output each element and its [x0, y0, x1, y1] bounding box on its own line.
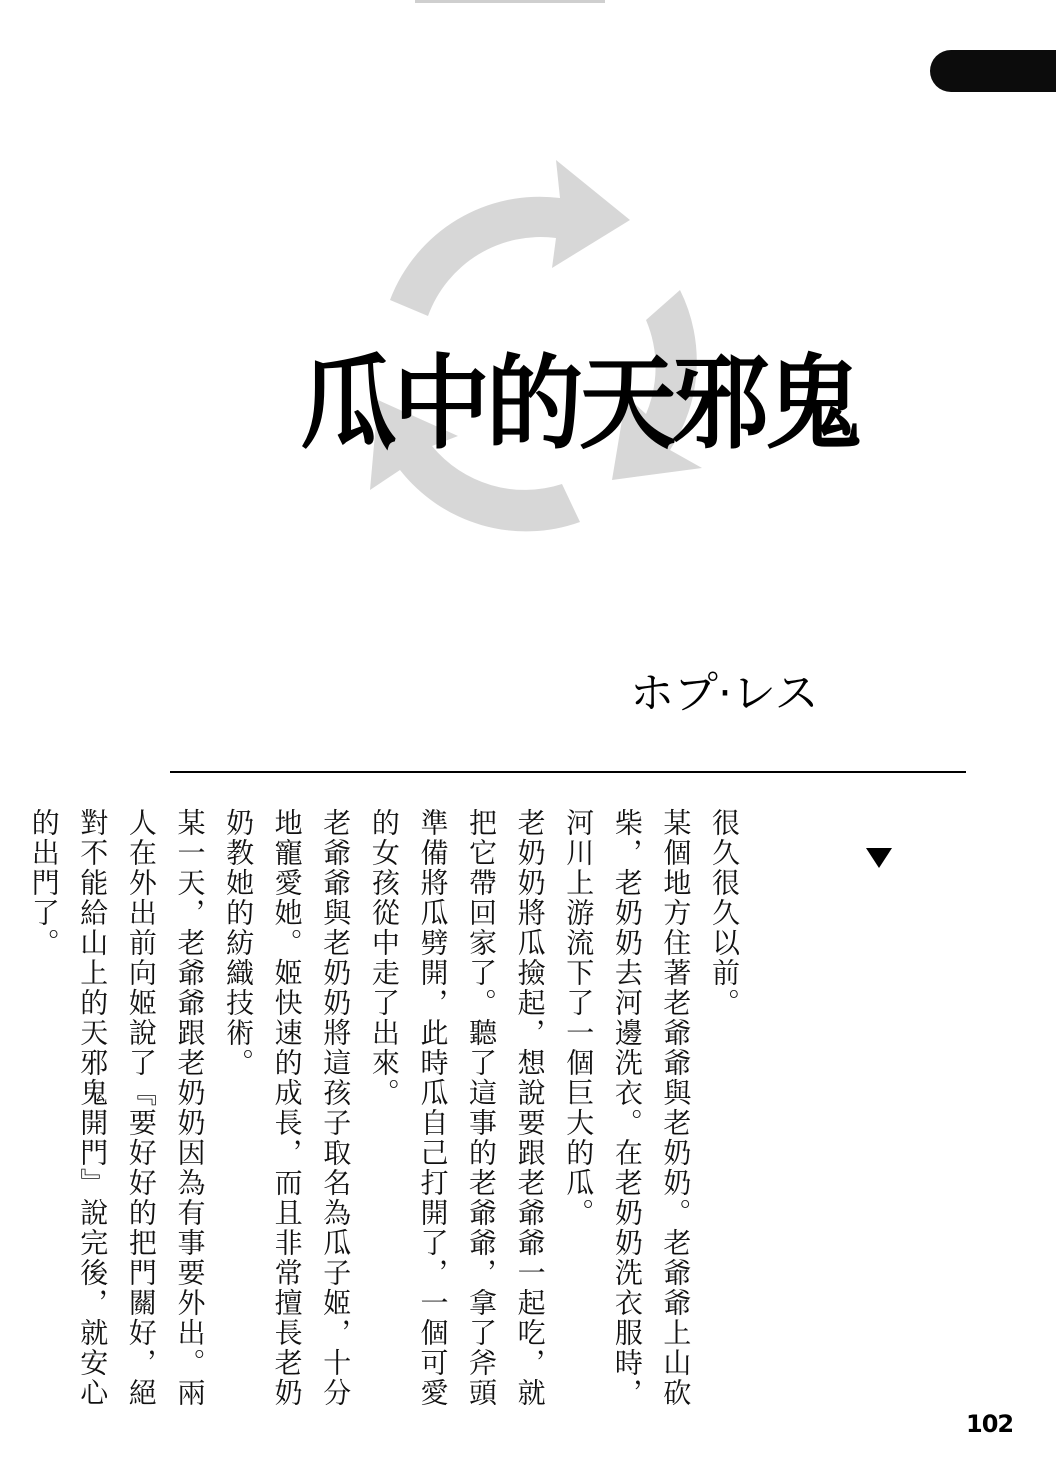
story-paragraph: 老爺爺與老奶奶將這孩子取名為瓜子姬，十分地寵愛她。姬快速的成長，而且非常擅長老奶奶教她的紡織技術。	[222, 808, 353, 1408]
page-number: 102	[966, 1410, 1014, 1438]
story-paragraph: 老奶奶將瓜撿起，想說要跟老爺爺一起吃，就把它帶回家了。聽了這事的老爺爺，拿了斧頭準備將瓜劈開，此時瓜自己打開了，一個可愛的女孩從中走了出來。	[367, 808, 547, 1408]
section-divider	[170, 771, 966, 773]
chapter-tab	[930, 50, 1056, 92]
story-paragraph: 很久很久以前。	[708, 808, 741, 1018]
story-title: 瓜中的天邪鬼	[300, 345, 859, 464]
down-triangle-icon	[866, 848, 892, 868]
story-paragraph: 某個地方住著老爺爺與老奶奶。老爺爺上山砍柴，老奶奶去河邊洗衣。在老奶奶洗衣服時，河川上游流下了一個巨大的瓜。	[562, 808, 693, 1408]
top-rule	[415, 0, 605, 3]
story-body	[27, 808, 748, 1408]
story-paragraph: 某一天，老爺爺跟老奶奶因為有事要外出。兩人在外出前向姬說了『要好好的把門關好，絕對不能給山上的天邪鬼開門』說完後，就安心的出門了。	[27, 808, 207, 1408]
author-name: ホプ·レス	[630, 668, 819, 719]
